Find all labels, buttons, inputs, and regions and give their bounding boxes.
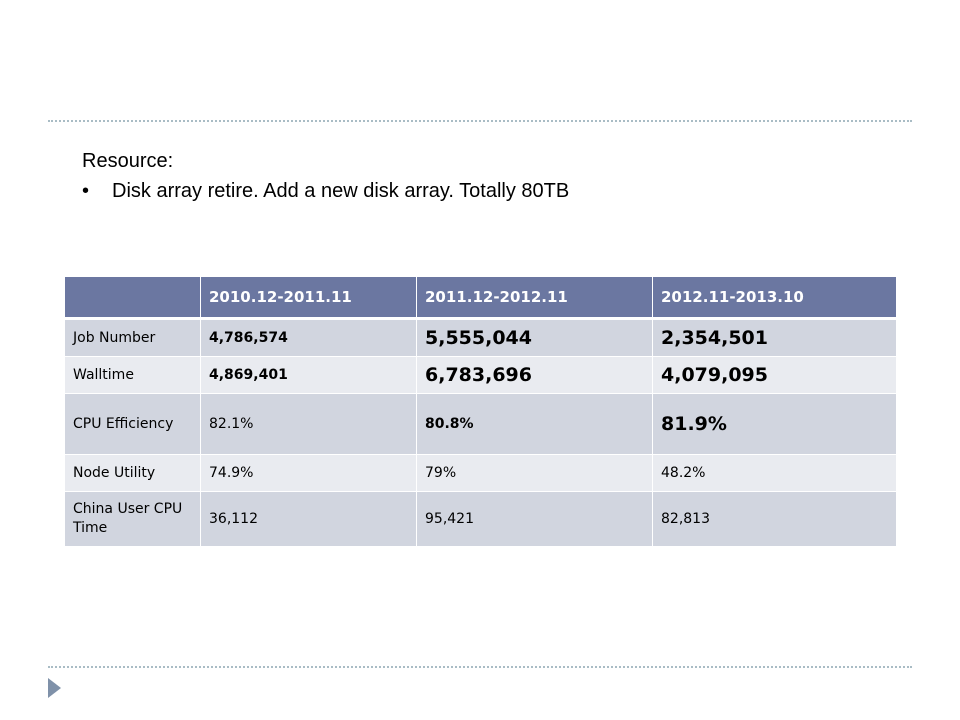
table-header-period-1: 2010.12-2011.11 — [201, 277, 417, 319]
row-label: China User CPU Time — [65, 492, 201, 547]
table-cell: 82.1% — [201, 394, 417, 455]
table-row-cpu-efficiency — [65, 394, 897, 455]
table-cell: 2,354,501 — [653, 319, 897, 357]
table-cell: 5,555,044 — [417, 319, 653, 357]
row-label: Walltime — [65, 357, 201, 394]
resource-bullet-item — [82, 176, 882, 206]
triangle-right-icon — [48, 678, 61, 698]
table-cell: 95,421 — [417, 492, 653, 547]
table-cell: 79% — [417, 455, 653, 492]
table-cell: 80.8% — [417, 394, 653, 455]
table-cell: 82,813 — [653, 492, 897, 547]
table-cell: 4,869,401 — [201, 357, 417, 394]
row-label: Node Utility — [65, 455, 201, 492]
table-row-job-number — [65, 319, 897, 357]
table-cell: 36,112 — [201, 492, 417, 547]
table-header-period-2: 2011.12-2012.11 — [417, 277, 653, 319]
resource-heading: Resource: — [82, 150, 174, 172]
statistics-table — [64, 276, 897, 547]
table-header-row — [65, 277, 897, 319]
resource-bullet-text: Disk array retire. Add a new disk array. Totally 80TB — [112, 180, 570, 202]
table-cell: 48.2% — [653, 455, 897, 492]
row-label: CPU Efficiency — [65, 394, 201, 455]
top-divider — [48, 120, 912, 122]
table-cell: 4,079,095 — [653, 357, 897, 394]
resource-section — [82, 146, 882, 206]
table-cell: 74.9% — [201, 455, 417, 492]
bullet-icon: • — [82, 180, 90, 202]
table-cell: 4,786,574 — [201, 319, 417, 357]
table-row-walltime — [65, 357, 897, 394]
table-cell: 81.9% — [653, 394, 897, 455]
table-row-china-user-cpu-time — [65, 492, 897, 547]
row-label: Job Number — [65, 319, 201, 357]
bottom-divider — [48, 666, 912, 668]
table-cell: 6,783,696 — [417, 357, 653, 394]
table-header-period-3: 2012.11-2013.10 — [653, 277, 897, 319]
table-header-corner — [65, 277, 201, 319]
table-row-node-utility — [65, 455, 897, 492]
